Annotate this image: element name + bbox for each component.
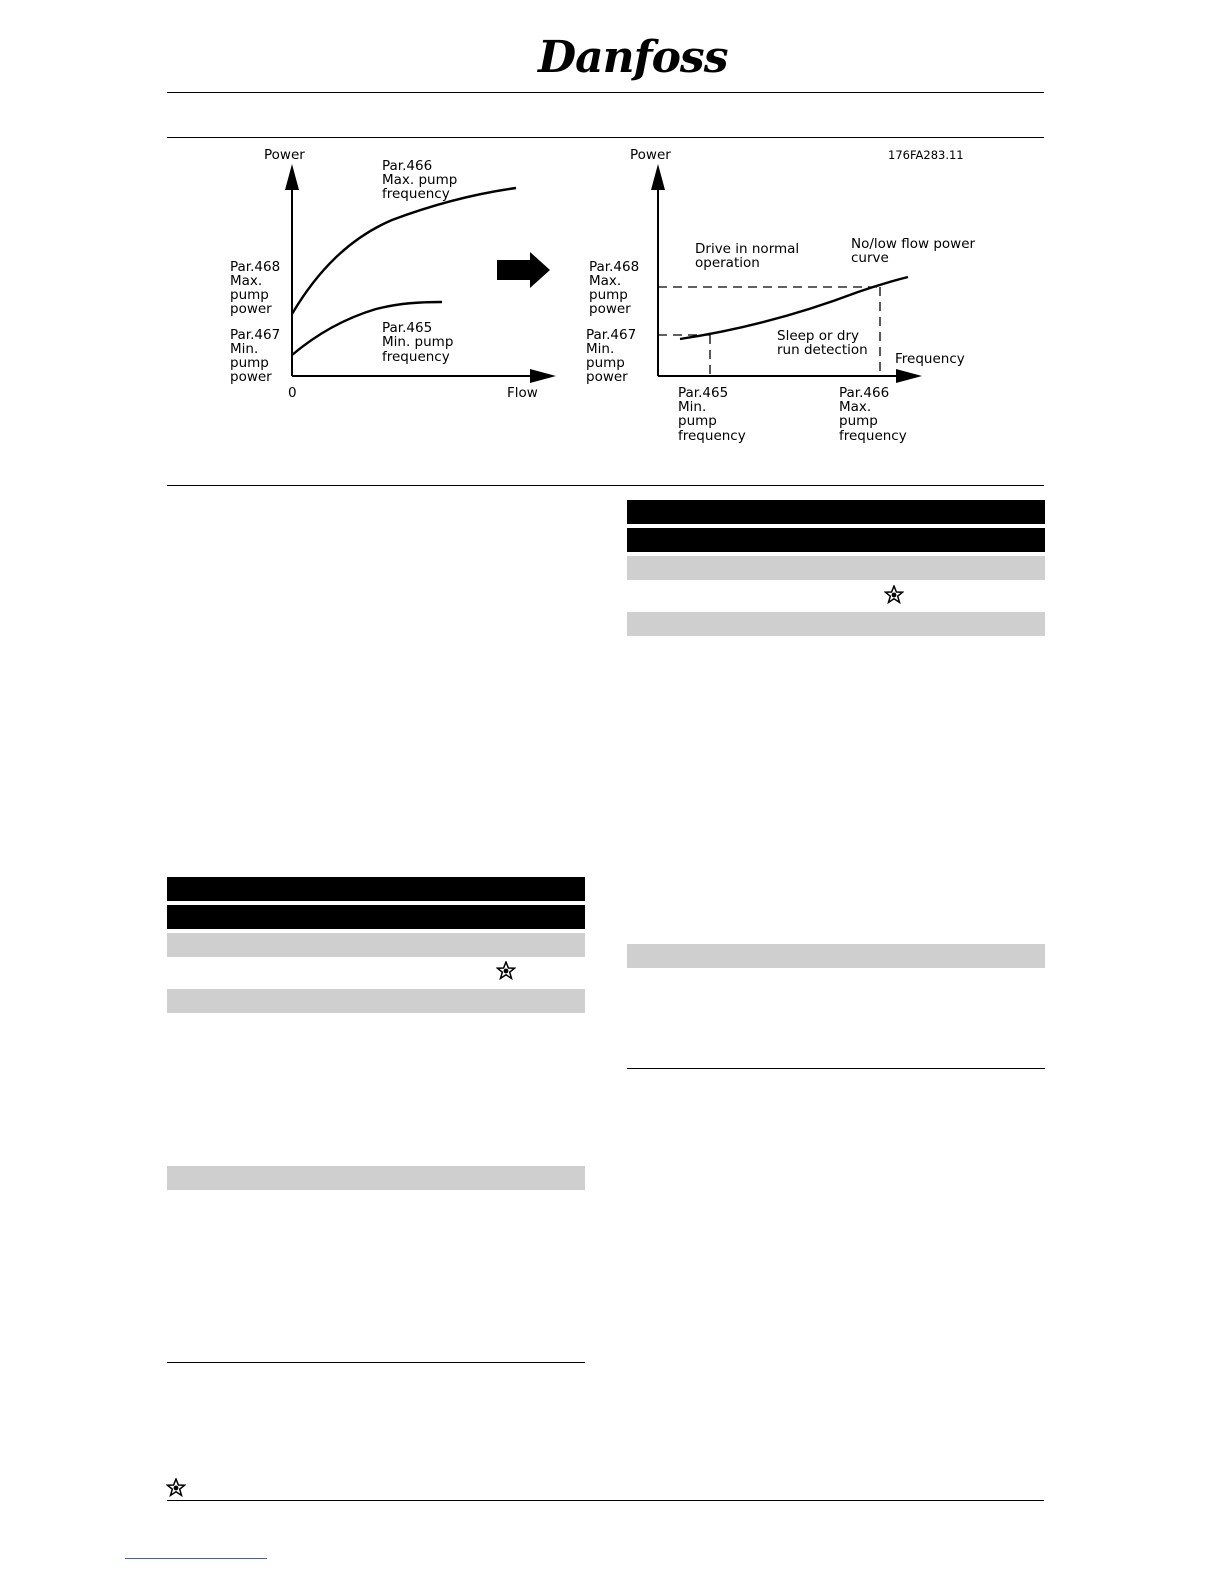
right-arrow-icon: [497, 252, 550, 288]
left-max-power-label-3: pump: [230, 287, 269, 303]
left-x-axis-label: Flow: [507, 385, 538, 401]
footer-link-underline[interactable]: [125, 1558, 267, 1559]
left-max-power-label-2: Max.: [230, 273, 263, 289]
max-frequency-curve: [292, 188, 516, 314]
right-max-power-label-1: Par.468: [589, 259, 640, 275]
max-frequency-label-3: pump: [839, 413, 878, 429]
min-frequency-label-2: Min.: [678, 399, 707, 415]
sleep-detection-label-2: run detection: [777, 342, 868, 358]
pump-power-figure: [0, 0, 1224, 500]
right-x-axis-label: Frequency: [895, 351, 965, 367]
min-frequency-label-4: frequency: [678, 428, 746, 444]
danfoss-logo: Danfoss: [538, 32, 728, 83]
no-flow-label-2: curve: [851, 250, 889, 266]
figure-code: 176FA283.11: [888, 148, 964, 162]
left-origin-label: 0: [288, 385, 297, 401]
left-function-bar: [167, 989, 585, 1013]
max-frequency-label-1: Par.466: [839, 385, 890, 401]
left-min-power-label-2: Min.: [230, 341, 259, 357]
right-min-power-label-1: Par.467: [586, 327, 637, 343]
no-flow-label-1: No/low flow power: [851, 236, 976, 252]
left-param-header-bar: [167, 877, 585, 901]
left-lower-curve-label-3: frequency: [382, 349, 450, 365]
right-param-subheader-bar: [627, 528, 1045, 552]
right-max-power-label-3: pump: [589, 287, 628, 303]
figure-bottom-rule: [167, 485, 1044, 486]
left-param-subheader-bar: [167, 905, 585, 929]
left-lower-curve-label-2: Min. pump: [382, 334, 454, 350]
right-max-power-label-2: Max.: [589, 273, 622, 289]
min-frequency-label-3: pump: [678, 413, 717, 429]
left-value-header-bar: [167, 933, 585, 957]
left-upper-curve-label-2: Max. pump: [382, 172, 458, 188]
right-description-bar: [627, 944, 1045, 968]
left-max-power-label-1: Par.468: [230, 259, 281, 275]
star-icon: [166, 1478, 186, 1498]
right-min-power-label-4: power: [586, 369, 628, 385]
right-section-end-rule: [627, 1068, 1045, 1069]
left-section-end-rule: [167, 1362, 585, 1363]
normal-operation-label-1: Drive in normal: [695, 241, 800, 257]
right-max-power-label-4: power: [589, 301, 631, 317]
normal-operation-label-2: operation: [695, 255, 760, 271]
left-y-axis-label: Power: [264, 147, 305, 163]
footer-rule: [167, 1500, 1044, 1501]
left-min-power-label-4: power: [230, 369, 272, 385]
left-upper-curve-label-1: Par.466: [382, 158, 433, 174]
right-min-power-label-2: Min.: [586, 341, 615, 357]
left-min-power-label-3: pump: [230, 355, 269, 371]
sleep-detection-label-1: Sleep or dry: [777, 328, 860, 344]
left-upper-curve-label-3: frequency: [382, 186, 450, 202]
right-min-power-label-3: pump: [586, 355, 625, 371]
left-description-bar: [167, 1166, 585, 1190]
max-frequency-label-2: Max.: [839, 399, 872, 415]
right-param-header-bar: [627, 500, 1045, 524]
min-frequency-label-1: Par.465: [678, 385, 729, 401]
left-min-power-label-1: Par.467: [230, 327, 281, 343]
left-lower-curve-label-1: Par.465: [382, 320, 433, 336]
right-value-header-bar: [627, 556, 1045, 580]
star-icon: [496, 961, 516, 981]
right-graph: [586, 147, 976, 444]
left-max-power-label-4: power: [230, 301, 272, 317]
right-function-bar: [627, 612, 1045, 636]
right-y-axis-label: Power: [630, 147, 671, 163]
star-icon: [884, 585, 904, 605]
max-frequency-label-4: frequency: [839, 428, 907, 444]
